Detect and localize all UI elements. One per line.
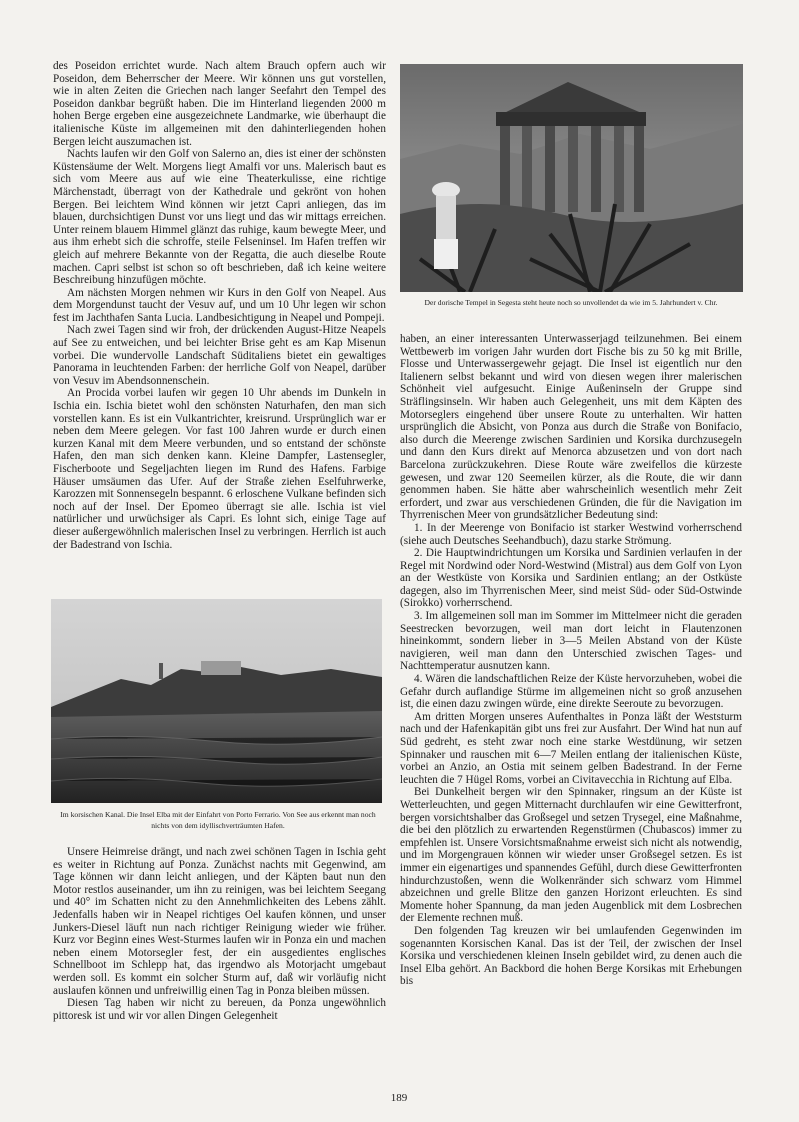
temple-photo-caption: Der dorische Tempel in Segesta steht heute noch so unvollendet da wie im 5. Jahrhundert v. Chr. xyxy=(424,298,718,307)
text-column-right xyxy=(400,333,742,1093)
elba-photo xyxy=(51,599,382,803)
paragraph: Nach zwei Tagen sind wir froh, der drückenden August-Hitze Neapels auf See zu entweichen, und bei leichter Brise geht es am Kap Misenun vorbei. Die wundervolle Landschaft Süditaliens bietet ein gewaltiges Panorama in leuchtenden Farben: der herrliche Golf von Neapel, darüber von Vesuv im Abendsonnenschein. xyxy=(53,324,386,387)
paragraph: Diesen Tag haben wir nicht zu bereuen, da Ponza ungewöhnlich pittoresk ist und wir vor allen Dingen Gelegenheit xyxy=(53,997,386,1022)
paragraph: Bei Dunkelheit bergen wir den Spinnaker, ringsum an der Küste ist Wetterleuchten, und gegen Mitternacht durchlaufen wir eine Gewitterfront, bergen vorsichtshalber das Großsegel und setzen Trysegel, eine Maßnahme, die bei den plötzlich zu erwartenden Regenstürmen (Chubascos) immer zu empfehlen ist. Unsere Vorsichtsmaßnahme erweist sich nicht als notwendig, und im Morgengrauen können wir wieder unser Großsegel setzen. Es ist immer ein eigenartiges und spannendes Gefühl, durch diese Gewitterfronten hindurchzustoßen, wenn die Wolkenränder sich schwarz vom Himmel abzeichnen und grelle Blitze den ganzen Horizont erleuchten. Es sind Momente hoher Spannung, da man jeden Augenblick mit dem Losbrechen der Elemente rechnen muß. xyxy=(400,786,742,925)
temple-photo xyxy=(400,64,743,292)
paragraph: 2. Die Hauptwindrichtungen um Korsika und Sardinien verlaufen in der Regel mit Nordwind oder Nord-Westwind (Mistral) aus dem Golf von Lyon an der Westküste von Korsika und Sardinien entlang; an der Ostküste dagegen, also im Thyrrenischen Meer, sind meist Süd- oder Süd-Ostwinde (Sirokko) vorherrschend. xyxy=(400,547,742,610)
elba-photo-image xyxy=(51,599,382,803)
paragraph: 1. In der Meerenge von Bonifacio ist starker Westwind vorherrschend (siehe auch Deutsches Seehandbuch), dazu starke Strömung. xyxy=(400,521,742,547)
text-column-left-bottom xyxy=(53,846,386,1091)
page-number: 189 xyxy=(390,1092,408,1104)
paragraph: 3. Im allgemeinen soll man im Sommer im Mittelmeer nicht die geraden Seestrecken bevorzugen, weil man dort leicht in Flautenzonen hineinkommt, sondern lieber in 3—5 Meilen Abstand von der Küste navigieren, weil man dann den Unterschied zwischen Tages- und Nachttemperatur ausnutzen kann. xyxy=(400,610,742,673)
paragraph: Unsere Heimreise drängt, und nach zwei schönen Tagen in Ischia geht es weiter in Richtung auf Ponza. Zunächst nachts mit Gegenwind, am Tage können wir dann leicht anliegen, und der Käpten baut nun den Motor restlos auseinander, um ihn zu reinigen, was bei leichtem Seegang und 40° im Schatten nicht zu den Annehmlichkeiten des Lebens zählt. Jedenfalls haben wir in Neapel richtiges Oel kaufen können, und unser Junkers-Diesel läuft nun nach richtiger Reinigung wieder wie früher. Kurz vor Beginn eines West-Sturmes laufen wir in Ponza ein und machen neben einem Motorsegler fest, der ein ausgedientes englisches Schnellboot im Schlepp hat, das irgendwo als Motorjacht umgebaut werden soll. Es kommt ein solcher Sturm auf, daß wir vorläufig nicht auslaufen können und unfreiwillig einen Tag in Ponza bleiben müssen. xyxy=(53,846,386,997)
paragraph: haben, an einer interessanten Unterwasserjagd teilzunehmen. Bei einem Wettbewerb im vorigen Jahr wurden dort Fische bis zu 50 kg mit Brille, Flosse und Unterwassergewehr gejagt. Die Insel ist eigentlich nur den Italienern selbst bekannt und wird von diesen wegen ihrer malerischen Schönheit viel aufgesucht. Einige Außeninseln der Gruppe sind Sträflingsinseln. Wir haben auch Gelegenheit, uns mit dem Käpten des Motorseglers eingehend über unsere Route zu unterhalten. Wir hatten ursprünglich die Absicht, von Ponza aus durch die Straße von Bonifacio, also durch die Meerenge zwischen Sardinien und Korsika durchzusegeln und dann den Kurs direkt auf Menorca abzusetzen und von dort nach Barcelona zurückzukehren. Diese Route wäre zweifellos die kürzeste gewesen, und zwar 120 Seemeilen kürzer, als die Route, die wir dann genommen haben. Sie hätte aber wahrscheinlich wesentlich mehr Zeit erfordert, und zwar aus verschiedenen Gründen, die für die Navigation im Thyrrenischen Meer von grundsätzlicher Bedeutung sind: xyxy=(400,333,742,522)
paragraph: des Poseidon errichtet wurde. Nach altem Brauch opfern auch wir Poseidon, dem Beherrscher der Meere. Wir können uns gut vorstellen, wie in alten Zeiten die Griechen nach langer Seefahrt den Tempel des Poseidon dankbar begrüßt haben. Die im Hinterland liegenden 2000 m hohen Berge ergeben eine ausgezeichnete Landmarke, wie überhaupt die italienische Küste im allgemeinen mit den dahinterliegenden hohen Bergen leicht auszumachen ist. xyxy=(53,60,386,148)
temple-photo-image xyxy=(400,64,743,292)
paragraph: Den folgenden Tag kreuzen wir bei umlaufenden Gegenwinden im sogenannten Korsischen Kanal. Das ist der Teil, der zwischen der Insel Korsika und verschiedenen kleinen Inseln gebildet wird, zu denen auch die Insel Elba gehört. An Backbord die hohen Berge Korsikas mit Erhebungen bis xyxy=(400,924,742,988)
text-column-left-top xyxy=(53,60,386,607)
paragraph: Am nächsten Morgen nehmen wir Kurs in den Golf von Neapel. Aus dem Morgendunst taucht der Vesuv auf, und um 10 Uhr legen wir schon fest im Jachthafen Santa Lucia. Landbesichtigung in Neapel und Pompeji. xyxy=(53,286,386,324)
paragraph: Am dritten Morgen unseres Aufenthaltes in Ponza läßt der Weststurm nach und der Hafenkapitän gibt uns frei zur Ausfahrt. Der Wind hat nun auf Süd gedreht, es steht zwar noch eine starke Westdünung, wir setzen Spinnaker und rauschen mit 6—7 Meilen entlang der italienischen Küste, vorbei an Anzio, an Ostia mit seinem gelben Badestrand. In der Ferne leuchten die 7 Hügel Roms, vorbei an Civitavecchia in Richtung auf Elba. xyxy=(400,710,742,786)
elba-photo-caption: Im korsischen Kanal. Die Insel Elba mit der Einfahrt von Porto Ferrario. Von See aus erkennt man noch nichts von dem idyllischverträumten Hafen. xyxy=(60,810,376,830)
paragraph: An Procida vorbei laufen wir gegen 10 Uhr abends im Dunkeln in Ischia ein. Ischia bietet wohl den schönsten Naturhafen, den man sich vorstellen kann. Es ist ein Vulkantrichter, kreisrund. Ursprünglich war er neben dem Meere gelegen. Vor fast 100 Jahren wurde er durch einen kurzen Kanal mit dem Meere verbunden, und so entstand der schönste Hafen, den man sich denken kann. Kleine Dampfer, Lastensegler, Fischerboote und Segeljachten liegen im Rund des Hafens. Farbige Häuser umsäumen das Ufer. Auf der Straße ziehen Eselfuhrwerke, Karozzen mit Sonnensegeln bespannt. 6 erloschene Vulkane befinden sich noch auf der Insel. Der Epomeo überragt sie alle. Ischia ist viel natürlicher und urwüchsiger als Capri. Es lohnt sich, einige Tage auf dieser außergewöhnlich malerischen Insel zu verbringen. Herrlich ist auch der Badestrand von Ischia. xyxy=(53,387,386,551)
paragraph: Nachts laufen wir den Golf von Salerno an, dies ist einer der schönsten Küstensäume der Welt. Morgens liegt Amalfi vor uns. Malerisch baut es sich vom Meere aus auf wie eine Theaterkulisse, eine richtige Märchenstadt, überragt von der Kathedrale und gekrönt von hohen Bergen. Bei leichtem Wind können wir jetzt Capri anliegen, das im blauen, durchsichtigen Dunst vor uns liegt und das wir mittags erreichen. Unter reinem blauem Himmel glänzt das ruhige, kaum bewegte Meer, und aus ihm erhebt sich die schroffe, steile Felseninsel. Im Hafen treffen wir gleich auf mehrere Bekannte von der Regatta, die auch dieselbe Route machen. Capri selbst ist schon so oft beschrieben, daß ich keine weitere Beschreibung hinzufügen möchte. xyxy=(53,148,386,287)
paragraph: 4. Wären die landschaftlichen Reize der Küste hervorzuheben, wobei die Gefahr durch auflandige Stürme im allgemeinen nicht so groß anzusehen ist, die einen dazu zwingen würde, eine direkte Seeroute zu bevorzugen. xyxy=(400,673,742,711)
